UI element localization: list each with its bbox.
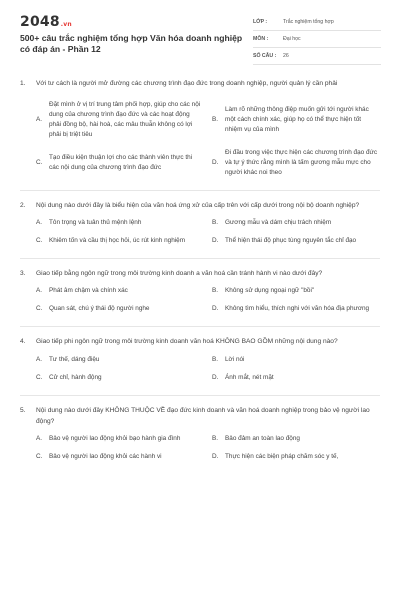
answer-option-a[interactable] — [36, 282, 208, 300]
option-text: Thực hiện các biện pháp chăm sóc y tế, — [225, 453, 339, 460]
option-letter: A. — [36, 287, 43, 294]
option-letter: C. — [36, 159, 43, 166]
answer-option-d[interactable] — [212, 144, 384, 182]
question-number: 4. — [20, 338, 26, 345]
question-divider — [20, 395, 380, 396]
page-header — [0, 0, 400, 72]
question-text: Nội dung nào dưới đây là biểu hiện của văn hoá ứng xử của cấp trên với cấp dưới trong nội bộ doanh nghiệp? — [36, 202, 360, 209]
answer-options — [36, 430, 380, 466]
document-meta — [253, 14, 381, 65]
question-text: Giao tiếp bằng ngôn ngữ trong môi trường kinh doanh a văn hoá cần tránh hành vi nào dưới đây? — [36, 270, 323, 277]
question-item — [20, 200, 380, 250]
option-text: Gương mẫu và dám chịu trách nhiệm — [225, 219, 332, 226]
answer-option-c[interactable] — [36, 300, 208, 318]
option-text: Đặt mình ở vị trí trung tâm phối hợp, giúp cho các nội dung của chương trình đạo đức và các hoạt động phải đồng bộ, hài hoà, các mâu thuẫn không có lợi phải bị triệt tiêu — [49, 101, 201, 138]
question-number: 2. — [20, 202, 26, 209]
option-letter: B. — [212, 435, 219, 442]
question-item — [20, 336, 380, 387]
answer-option-b[interactable] — [212, 214, 384, 232]
logo-main-text: 2048 — [20, 14, 60, 30]
option-text: Ánh mắt, nét mặt — [225, 374, 274, 381]
answer-option-b[interactable] — [212, 430, 384, 448]
option-text: Quan sát, chú ý thái độ người nghe — [49, 305, 150, 312]
option-letter: A. — [36, 116, 43, 123]
option-text: Tư thế, dáng điệu — [49, 356, 100, 363]
meta-row-class — [253, 14, 381, 31]
answer-options — [36, 214, 380, 250]
meta-row-count — [253, 48, 381, 65]
question-text: Giao tiếp phi ngôn ngữ trong môi trường kinh doanh văn hoá KHÔNG BAO GỒM những nội dung nào? — [36, 338, 338, 345]
option-text: Phát âm chậm và chính xác — [49, 287, 128, 294]
option-letter: C. — [36, 305, 43, 312]
option-text: Bảo đảm an toàn lao động — [225, 435, 300, 442]
option-letter: D. — [212, 159, 219, 166]
answer-option-a[interactable] — [36, 351, 208, 369]
option-text: Tôn trọng và tuân thủ mệnh lệnh — [49, 219, 142, 226]
option-letter: A. — [36, 356, 43, 363]
answer-options — [36, 282, 380, 318]
answer-option-a[interactable] — [36, 430, 208, 448]
answer-option-d[interactable] — [212, 448, 384, 466]
option-letter: B. — [212, 116, 219, 123]
option-letter: A. — [36, 435, 43, 442]
option-text: Bảo vệ người lao động khỏi bạo hành gia đình — [49, 435, 181, 442]
answer-option-b[interactable] — [212, 96, 384, 144]
question-number: 5. — [20, 407, 26, 414]
answer-option-c[interactable] — [36, 144, 208, 182]
answer-option-d[interactable] — [212, 369, 384, 387]
answer-option-c[interactable] — [36, 369, 208, 387]
answer-option-a[interactable] — [36, 96, 208, 144]
option-letter: B. — [212, 219, 219, 226]
answer-option-c[interactable] — [36, 232, 208, 250]
answer-option-b[interactable] — [212, 282, 384, 300]
option-text: Làm rõ những thông điệp muốn gửi tới người khác một cách chính xác, giúp họ có thể thực hiện tốt nhiệm vụ của mình — [225, 106, 369, 133]
answer-options — [36, 351, 380, 387]
question-text: Với tư cách là người mở đường các chương trình đạo đức trong doanh nghiệp, người quản lý cần phải — [36, 80, 338, 87]
question-item — [20, 405, 380, 466]
option-letter: C. — [36, 374, 43, 381]
meta-value: Đại học — [283, 36, 301, 42]
option-letter: D. — [212, 305, 219, 312]
meta-label: MÔN : — [253, 36, 269, 42]
option-letter: C. — [36, 237, 43, 244]
meta-row-subject — [253, 31, 381, 48]
question-divider — [20, 326, 380, 327]
option-letter: C. — [36, 453, 43, 460]
meta-value: 26 — [283, 53, 289, 59]
question-list — [20, 78, 380, 466]
question-number: 1. — [20, 80, 26, 87]
option-text: Lời nói — [225, 356, 245, 363]
question-item — [20, 78, 380, 182]
question-divider — [20, 258, 380, 259]
question-divider — [20, 190, 380, 191]
question-stem — [20, 405, 380, 427]
option-letter: B. — [212, 356, 219, 363]
option-letter: D. — [212, 374, 219, 381]
answer-option-d[interactable] — [212, 300, 384, 318]
question-stem — [20, 200, 380, 211]
question-stem — [20, 336, 380, 347]
option-letter: A. — [36, 219, 43, 226]
meta-value: Trắc nghiệm tổng hợp — [283, 19, 334, 25]
option-text: Không tìm hiểu, thích nghi với văn hóa địa phương — [225, 305, 370, 312]
option-text: Tạo điều kiện thuận lợi cho các thành viên thực thi các nội dung của chương trình đạo đức — [49, 154, 193, 171]
question-item — [20, 268, 380, 318]
option-letter: D. — [212, 453, 219, 460]
option-letter: D. — [212, 237, 219, 244]
site-logo[interactable] — [20, 14, 72, 30]
option-letter: B. — [212, 287, 219, 294]
option-text: Thể hiện thái độ phục tùng nguyên tắc chỉ đạo — [225, 237, 357, 244]
page-title: 500+ câu trắc nghiệm tổng hợp Văn hóa doanh nghiệp có đáp án - Phần 12 — [20, 33, 243, 54]
answer-option-d[interactable] — [212, 232, 384, 250]
question-number: 3. — [20, 270, 26, 277]
answer-options — [36, 96, 380, 182]
option-text: Cử chỉ, hành động — [49, 374, 102, 381]
option-text: Bảo vệ người lao động khỏi các hành vi — [49, 453, 162, 460]
answer-option-c[interactable] — [36, 448, 208, 466]
answer-option-b[interactable] — [212, 351, 384, 369]
question-stem — [20, 268, 380, 279]
meta-label: SỐ CÂU : — [253, 53, 277, 59]
option-text: Đi đầu trong việc thực hiện các chương trình đạo đức và tự ý thức rằng mình là tấm gương mẫu mực cho người khác noi theo — [225, 149, 378, 176]
option-text: Khiêm tốn và cầu thị học hỏi, úc rút kinh nghiệm — [49, 237, 186, 244]
question-text: Nội dung nào dưới đây KHÔNG THUỘC VỀ đạo đức kinh doanh và văn hoá doanh nghiệp trong bảo vệ người lao động? — [36, 407, 370, 425]
answer-option-a[interactable] — [36, 214, 208, 232]
option-text: Không sử dụng ngoại ngữ "bồi" — [225, 287, 315, 294]
logo-domain-text: .vn — [60, 21, 72, 28]
question-stem — [20, 78, 380, 89]
meta-label: LỚP : — [253, 19, 268, 25]
